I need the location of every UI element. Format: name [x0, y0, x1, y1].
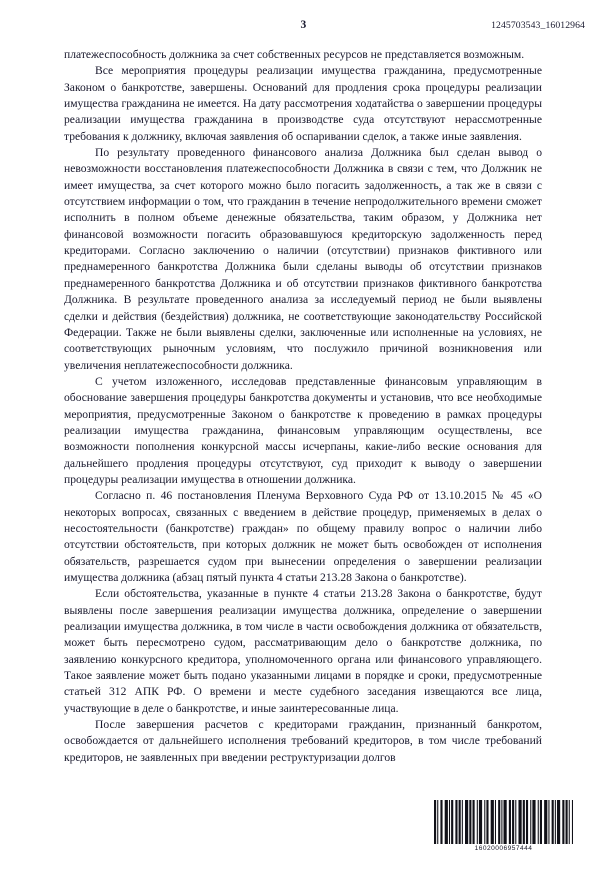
paragraph: Согласно п. 46 постановления Пленума Верховного Суда РФ от 13.10.2015 № 45 «О некоторых вопросах, связанных с введением в действие процедур, применяемых в делах о несостоятельности (банкротстве) граждан» по общему правилу вопрос о наличии либо отсутствии обстоятельств, при которых должник не может быть освобожден от исполнения обязательств, разрешается судом при вынесении определения о завершении реализации имущества должника (абзац пятый пункта 4 статьи 213.28 Закона о банкротстве).: [64, 489, 542, 584]
page-number: 3: [300, 19, 307, 31]
paragraph: Все мероприятия процедуры реализации имущества гражданина, предусмотренные Законом о банкротстве, завершены. Оснований для продления срока процедуры реализации имущества гражданина не имеется. На дату рассмотрения ходатайства о завершении процедуры реализации имущества гражданина в производстве суда отсутствуют нерассмотренные требования к должнику, включая заявления об оспаривании сделок, а также иные заявления.: [64, 64, 542, 143]
paragraph: платежеспособность должника за счет собственных ресурсов не представляется возможным.: [64, 48, 525, 61]
document-id: 1245703543_16012964: [491, 20, 585, 31]
barcode-block: [434, 800, 573, 853]
barcode-number: 16020006957444: [474, 845, 533, 852]
page-header: [0, 18, 607, 38]
paragraph: С учетом изложенного, исследовав представленные финансовым управляющим в обоснование завершения процедуры банкротства документы и установив, что все необходимые мероприятия, предусмотренные Законом о банкротстве к проведению в рамках процедуры реализации имущества гражданина, финансовым управляющим осуществлены, все возможности пополнения конкурсной массы исчерпаны, какие-либо веские основания для дальнейшего продления процедуры отсутствуют, суд приходит к выводу о завершении процедуры реализации имущества в отношении должника.: [64, 374, 542, 486]
document-body: [64, 47, 542, 766]
paragraph: После завершения расчетов с кредиторами гражданин, признанный банкротом, освобождается от дальнейшего исполнения требований кредиторов, в том числе требований кредиторов, не заявленных при введении реструктуризации долгов: [64, 718, 542, 764]
barcode-image: [434, 800, 573, 844]
paragraph: По результату проведенного финансового анализа Должника был сделан вывод о невозможности восстановления платежеспособности Должника в связи с тем, что Должник не имеет имущества, за счет которого можно было погасить задолженность, а так же в связи с отсутствием информации о том, что гражданин в течение непродолжительного времени сможет исполнить в полном объеме денежные обязательства, таким образом, у Должника нет финансовой возможности погасить образовавшуюся кредиторскую задолженность перед кредиторами. Согласно заключению о наличии (отсутствии) признаков фиктивного или преднамеренного банкротства Должника были сделаны выводы об отсутствии признаков преднамеренного банкротства Должника и об отсутствии признаков фиктивного банкротства Должника. В результате проведенного анализа за исследуемый период не были выявлены сделки и действия (бездействия) должника, не соответствующие законодательству Российской Федерации. Также не были выявлены сделки, заключенные или исполненные на условиях, не соответствующих рыночным условиям, что послужило причиной возникновения или увеличения неплатежеспособности должника.: [64, 146, 542, 372]
paragraph: Если обстоятельства, указанные в пункте 4 статьи 213.28 Закона о банкротстве, будут выявлены после завершения реализации имущества должника, определение о завершении реализации имущества должника, в том числе в части освобождения должника от обязательств, может быть пересмотрено судом, рассматривающим дело о банкротстве должника, по заявлению конкурсного кредитора, уполномоченного органа или финансового управляющего. Такое заявление может быть подано указанными лицами в порядке и сроки, предусмотренные статьей 312 АПК РФ. О времени и месте судебного заседания извещаются все лица, участвующие в деле о банкротстве, и иные заинтересованные лица.: [64, 587, 542, 715]
